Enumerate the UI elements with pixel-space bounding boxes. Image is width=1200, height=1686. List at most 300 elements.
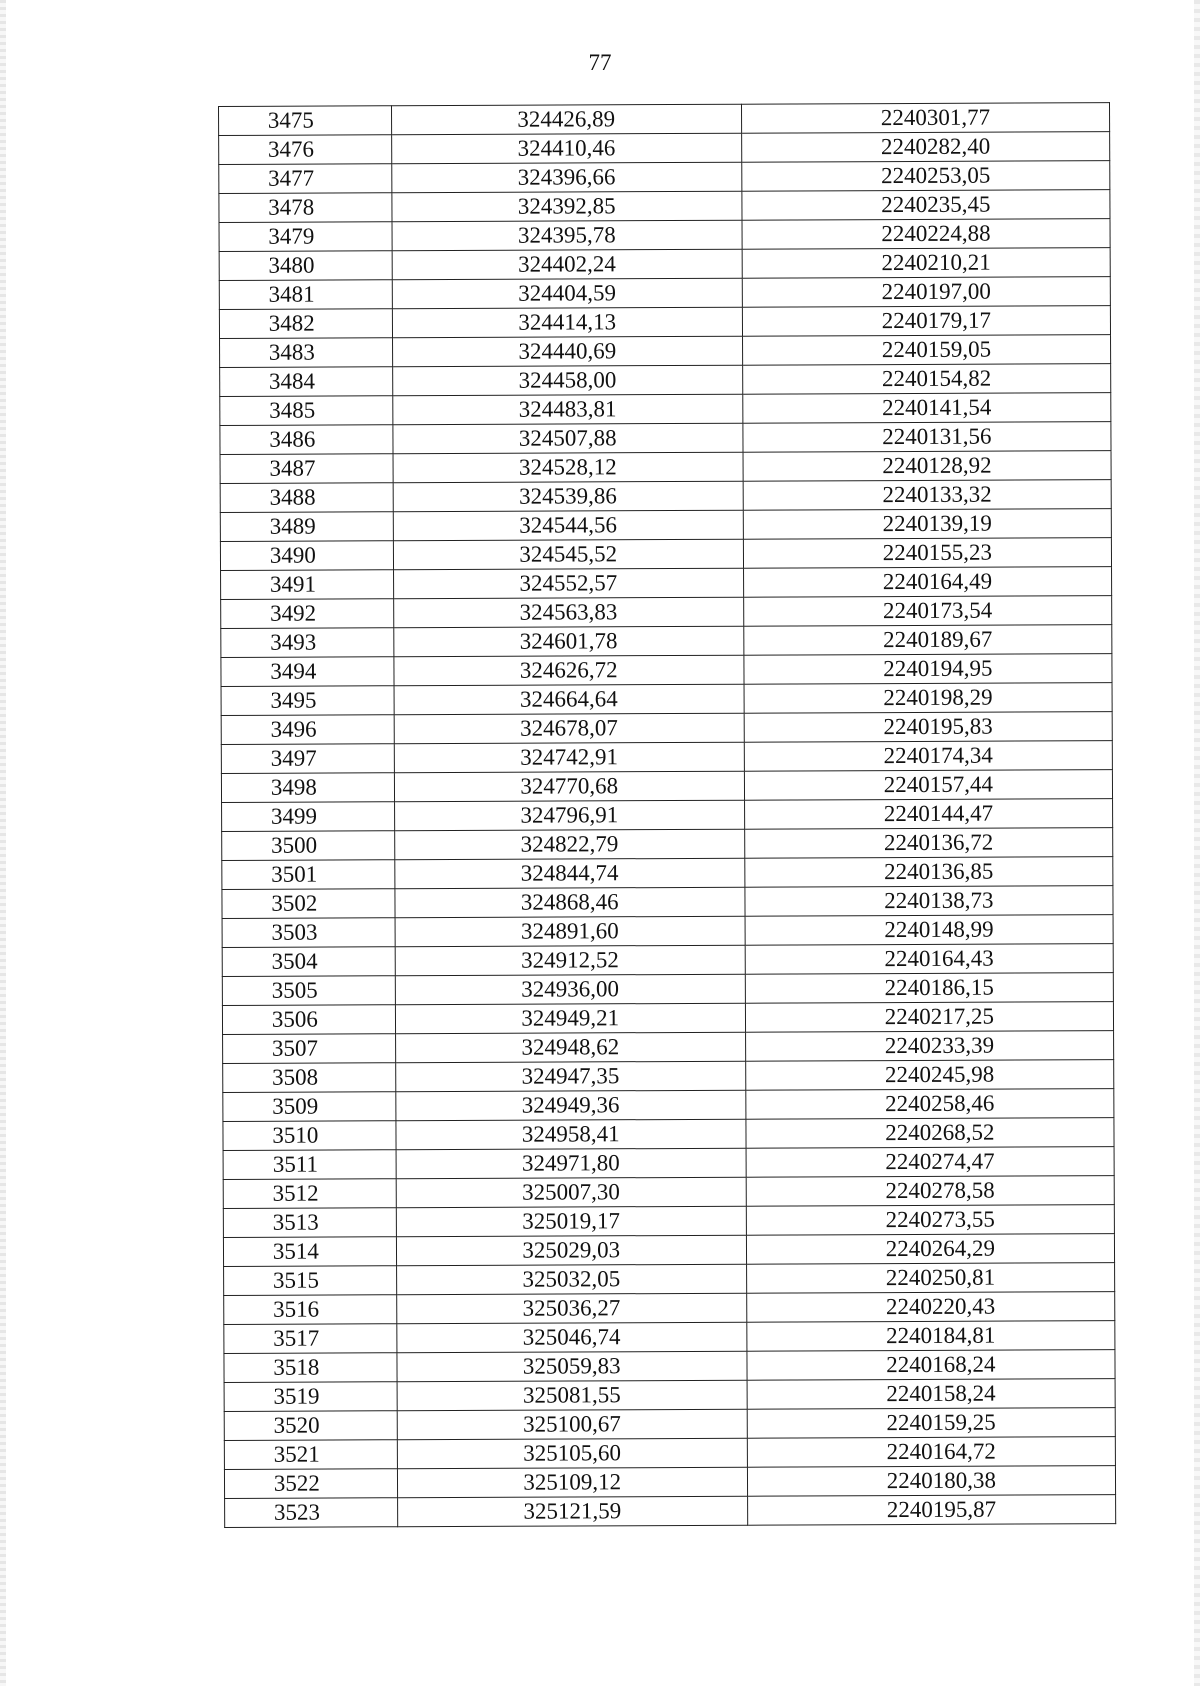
point-number-cell — [223, 1150, 396, 1180]
y-coordinate-cell — [744, 770, 1112, 801]
table-row — [223, 1205, 1114, 1238]
table-row — [221, 596, 1112, 629]
point-number-cell — [223, 1208, 396, 1238]
cell-text: 2240173,54 — [882, 597, 993, 624]
point-number-cell — [220, 396, 393, 426]
y-coordinate-cell — [746, 1089, 1114, 1120]
x-coordinate-cell — [397, 1351, 747, 1382]
cell-text: 2240273,55 — [885, 1206, 995, 1233]
point-number-cell — [224, 1353, 397, 1383]
table-row — [221, 654, 1112, 687]
cell-text: 3486 — [269, 426, 316, 452]
table-row — [220, 335, 1111, 368]
cell-text: 324440,69 — [518, 338, 617, 364]
y-coordinate-cell — [745, 944, 1113, 975]
cell-text: 2240131,56 — [882, 423, 992, 450]
cell-text: 3501 — [271, 861, 318, 887]
cell-text: 2240253,05 — [881, 162, 991, 189]
scan-edge-left — [0, 0, 6, 1686]
cell-text: 2240180,38 — [886, 1467, 997, 1494]
y-coordinate-cell — [745, 886, 1113, 917]
cell-text: 3510 — [272, 1122, 319, 1148]
cell-text: 3521 — [273, 1441, 320, 1467]
table-row — [225, 1495, 1116, 1528]
cell-text: 2240159,25 — [886, 1409, 996, 1436]
cell-text: 324601,78 — [519, 628, 618, 654]
y-coordinate-cell — [745, 857, 1113, 888]
cell-text: 324563,83 — [519, 599, 618, 625]
table-row — [220, 480, 1111, 513]
cell-text: 2240278,58 — [885, 1177, 995, 1204]
y-coordinate-cell — [746, 1234, 1114, 1265]
table-row — [222, 828, 1113, 861]
cell-text: 3487 — [269, 455, 316, 481]
table-row — [222, 915, 1113, 948]
cell-text: 3522 — [273, 1470, 320, 1496]
cell-text: 324539,86 — [518, 483, 617, 509]
cell-text: 2240184,81 — [886, 1322, 996, 1349]
point-number-cell — [221, 628, 394, 658]
x-coordinate-cell — [393, 626, 743, 657]
point-number-cell — [221, 715, 394, 745]
x-coordinate-cell — [394, 771, 744, 802]
y-coordinate-cell — [744, 654, 1112, 685]
point-number-cell — [220, 454, 393, 484]
x-coordinate-cell — [396, 1293, 746, 1324]
y-coordinate-cell — [747, 1437, 1115, 1468]
point-number-cell — [220, 512, 393, 542]
point-number-cell — [219, 280, 392, 310]
cell-text: 324796,91 — [520, 802, 619, 828]
table-row — [221, 567, 1112, 600]
cell-text: 324912,52 — [521, 947, 619, 973]
cell-text: 3492 — [269, 600, 317, 626]
table-row — [221, 712, 1112, 745]
cell-text: 2240158,24 — [886, 1380, 996, 1407]
point-number-cell — [221, 599, 394, 629]
table-row — [224, 1466, 1115, 1499]
cell-text: 325105,60 — [523, 1440, 622, 1466]
point-number-cell — [219, 251, 392, 281]
cell-text: 3515 — [272, 1267, 320, 1293]
x-coordinate-cell — [397, 1467, 747, 1498]
table-row — [223, 1176, 1114, 1209]
x-coordinate-cell — [391, 162, 741, 193]
x-coordinate-cell — [395, 945, 745, 976]
y-coordinate-cell — [747, 1350, 1115, 1381]
y-coordinate-cell — [743, 422, 1111, 453]
y-coordinate-cell — [745, 1031, 1113, 1062]
y-coordinate-cell — [741, 132, 1109, 163]
y-coordinate-cell — [745, 915, 1113, 946]
y-coordinate-cell — [746, 1118, 1114, 1149]
y-coordinate-cell — [747, 1408, 1115, 1439]
point-number-cell — [223, 1063, 396, 1093]
point-number-cell — [224, 1411, 397, 1441]
table-row — [224, 1263, 1115, 1296]
point-number-cell — [220, 425, 393, 455]
cell-text: 3494 — [270, 658, 317, 684]
cell-text: 3488 — [269, 484, 316, 510]
cell-text: 3503 — [271, 919, 318, 945]
y-coordinate-cell — [743, 480, 1111, 511]
coordinate-table-body — [219, 103, 1116, 1528]
y-coordinate-cell — [747, 1495, 1115, 1526]
point-number-cell — [219, 309, 392, 339]
point-number-cell — [219, 164, 392, 194]
x-coordinate-cell — [396, 1322, 746, 1353]
cell-text: 2240157,44 — [883, 771, 994, 798]
x-coordinate-cell — [395, 1061, 745, 1092]
cell-text: 324426,89 — [517, 106, 616, 132]
x-coordinate-cell — [395, 974, 745, 1005]
table-row — [222, 886, 1113, 919]
y-coordinate-cell — [742, 335, 1110, 366]
table-row — [219, 306, 1110, 339]
y-coordinate-cell — [745, 1002, 1113, 1033]
cell-text: 3505 — [271, 977, 318, 1003]
point-number-cell — [220, 367, 393, 397]
cell-text: 325100,67 — [523, 1411, 621, 1437]
x-coordinate-cell — [393, 539, 743, 570]
table-row — [222, 799, 1113, 832]
cell-text: 3499 — [270, 803, 317, 829]
table-row — [220, 451, 1111, 484]
cell-text: 3519 — [273, 1383, 320, 1409]
cell-text: 2240136,85 — [884, 858, 994, 885]
page-number: 77 — [588, 50, 612, 75]
point-number-cell — [220, 338, 393, 368]
x-coordinate-cell — [392, 220, 742, 251]
cell-text: 324664,64 — [519, 686, 618, 712]
table-row — [223, 1031, 1114, 1064]
point-number-cell — [221, 773, 394, 803]
point-number-cell — [220, 541, 393, 571]
cell-text: 324396,66 — [517, 164, 616, 190]
cell-text: 324948,62 — [521, 1034, 620, 1060]
y-coordinate-cell — [742, 161, 1110, 192]
cell-text: 3513 — [272, 1209, 319, 1235]
cell-text: 2240235,45 — [881, 191, 991, 218]
table-row — [221, 683, 1112, 716]
cell-text: 324891,60 — [520, 918, 619, 944]
cell-text: 324544,56 — [519, 512, 617, 538]
cell-text: 2240148,99 — [884, 916, 994, 943]
cell-text: 3476 — [267, 136, 315, 162]
cell-text: 325032,05 — [522, 1266, 621, 1292]
point-number-cell — [222, 860, 395, 890]
x-coordinate-cell — [395, 1003, 745, 1034]
table-row — [219, 103, 1110, 136]
cell-text: 3482 — [268, 310, 315, 336]
y-coordinate-cell — [744, 625, 1112, 656]
point-number-cell — [223, 1179, 396, 1209]
cell-text: 3520 — [273, 1412, 320, 1438]
x-coordinate-cell — [394, 655, 744, 686]
cell-text: 2240220,43 — [885, 1293, 996, 1320]
cell-text: 324545,52 — [519, 541, 618, 567]
y-coordinate-cell — [741, 103, 1109, 134]
table-row — [220, 364, 1111, 397]
cell-text: 324936,00 — [521, 976, 620, 1002]
cell-text: 3497 — [270, 745, 317, 771]
cell-text: 3518 — [273, 1354, 320, 1380]
cell-text: 2240189,67 — [883, 626, 993, 653]
table-row — [224, 1379, 1115, 1412]
cell-text: 3493 — [270, 629, 317, 655]
point-number-cell — [222, 918, 395, 948]
x-coordinate-cell — [395, 916, 745, 947]
x-coordinate-cell — [392, 307, 742, 338]
cell-text: 325081,55 — [522, 1382, 621, 1408]
cell-text: 2240159,05 — [881, 336, 992, 363]
cell-text: 324626,72 — [519, 657, 618, 683]
x-coordinate-cell — [392, 278, 742, 309]
table-row — [220, 422, 1111, 455]
cell-text: 324678,07 — [520, 715, 618, 741]
x-coordinate-cell — [391, 104, 741, 135]
y-coordinate-cell — [742, 190, 1110, 221]
y-coordinate-cell — [744, 828, 1112, 859]
cell-text: 2240268,52 — [885, 1119, 995, 1146]
y-coordinate-cell — [746, 1205, 1114, 1236]
cell-text: 3484 — [268, 368, 316, 394]
cell-text: 3489 — [269, 513, 316, 539]
point-number-cell — [222, 976, 395, 1006]
table-row — [221, 741, 1112, 774]
cell-text: 2240274,47 — [885, 1148, 995, 1175]
x-coordinate-cell — [397, 1496, 747, 1527]
table-row — [220, 509, 1111, 542]
cell-text: 2240138,73 — [884, 887, 994, 914]
cell-text: 2240245,98 — [884, 1061, 995, 1088]
cell-text: 324844,74 — [520, 860, 619, 886]
x-coordinate-cell — [393, 568, 743, 599]
cell-text: 3517 — [273, 1325, 320, 1351]
x-coordinate-cell — [394, 742, 744, 773]
cell-text: 2240179,17 — [881, 307, 992, 334]
y-coordinate-cell — [742, 364, 1110, 395]
y-coordinate-cell — [744, 799, 1112, 830]
cell-text: 325046,74 — [522, 1324, 621, 1350]
cell-text: 3502 — [271, 890, 318, 916]
point-number-cell — [222, 889, 395, 919]
y-coordinate-cell — [746, 1147, 1114, 1178]
x-coordinate-cell — [396, 1148, 746, 1179]
cell-text: 324949,21 — [521, 1005, 620, 1031]
point-number-cell — [221, 686, 394, 716]
table-row — [223, 1147, 1114, 1180]
x-coordinate-cell — [393, 423, 743, 454]
point-number-cell — [221, 657, 394, 687]
cell-text: 2240301,77 — [880, 104, 991, 131]
y-coordinate-cell — [742, 248, 1110, 279]
x-coordinate-cell — [393, 452, 743, 483]
x-coordinate-cell — [392, 191, 742, 222]
cell-text: 325059,83 — [522, 1353, 621, 1379]
x-coordinate-cell — [393, 597, 743, 628]
cell-text: 3523 — [273, 1499, 321, 1525]
cell-text: 3496 — [270, 716, 317, 742]
cell-text: 324971,80 — [521, 1150, 620, 1176]
point-number-cell — [224, 1324, 397, 1354]
scan-edge-right — [1194, 0, 1200, 1686]
y-coordinate-cell — [746, 1176, 1114, 1207]
point-number-cell — [224, 1295, 397, 1325]
cell-text: 324947,35 — [521, 1063, 620, 1089]
cell-text: 2240164,72 — [886, 1438, 996, 1465]
cell-text: 324742,91 — [520, 744, 618, 770]
cell-text: 3516 — [273, 1296, 320, 1322]
x-coordinate-cell — [391, 133, 741, 164]
x-coordinate-cell — [392, 365, 742, 396]
table-row — [219, 190, 1110, 223]
cell-text: 324392,85 — [517, 193, 616, 219]
point-number-cell — [219, 135, 392, 165]
cell-text: 325036,27 — [522, 1295, 621, 1321]
x-coordinate-cell — [397, 1380, 747, 1411]
cell-text: 2240194,95 — [883, 655, 993, 682]
coordinate-table — [218, 102, 1116, 1528]
x-coordinate-cell — [394, 800, 744, 831]
point-number-cell — [221, 570, 394, 600]
cell-text: 325109,12 — [523, 1469, 622, 1495]
x-coordinate-cell — [395, 1090, 745, 1121]
point-number-cell — [224, 1469, 397, 1499]
table-row — [221, 770, 1112, 803]
point-number-cell — [219, 193, 392, 223]
cell-text: 2240155,23 — [882, 539, 993, 566]
y-coordinate-cell — [747, 1466, 1115, 1497]
cell-text: 3491 — [269, 571, 316, 597]
x-coordinate-cell — [392, 394, 742, 425]
table-row — [224, 1350, 1115, 1383]
cell-text: 2240282,40 — [880, 133, 991, 160]
y-coordinate-cell — [743, 509, 1111, 540]
cell-text: 3504 — [271, 948, 318, 974]
point-number-cell — [223, 1034, 396, 1064]
cell-text: 2240210,21 — [881, 249, 991, 276]
table-row — [223, 1089, 1114, 1122]
table-row — [224, 1321, 1115, 1354]
x-coordinate-cell — [393, 510, 743, 541]
point-number-cell — [221, 744, 394, 774]
cell-text: 324410,46 — [517, 135, 616, 161]
point-number-cell — [223, 1237, 396, 1267]
cell-text: 2240133,32 — [882, 481, 992, 508]
table-row — [219, 161, 1110, 194]
x-coordinate-cell — [396, 1206, 746, 1237]
cell-text: 2240186,15 — [884, 974, 994, 1001]
y-coordinate-cell — [747, 1379, 1115, 1410]
y-coordinate-cell — [743, 567, 1111, 598]
y-coordinate-cell — [744, 741, 1112, 772]
point-number-cell — [219, 106, 392, 136]
table-row — [222, 944, 1113, 977]
cell-text: 324822,79 — [520, 831, 619, 857]
table-row — [222, 1002, 1113, 1035]
table-row — [220, 393, 1111, 426]
cell-text: 3508 — [272, 1064, 319, 1090]
table-row — [224, 1408, 1115, 1441]
y-coordinate-cell — [742, 277, 1110, 308]
cell-text: 2240195,83 — [883, 713, 993, 740]
x-coordinate-cell — [394, 684, 744, 715]
x-coordinate-cell — [396, 1119, 746, 1150]
cell-text: 3500 — [270, 832, 318, 858]
table-row — [223, 1060, 1114, 1093]
cell-text: 324958,41 — [521, 1121, 620, 1147]
cell-text: 324868,46 — [520, 889, 619, 915]
x-coordinate-cell — [394, 829, 744, 860]
y-coordinate-cell — [744, 712, 1112, 743]
point-number-cell — [222, 1005, 395, 1035]
cell-text: 2240198,29 — [883, 684, 993, 711]
cell-text: 3483 — [268, 339, 315, 365]
cell-text: 3495 — [270, 687, 317, 713]
y-coordinate-cell — [746, 1263, 1114, 1294]
cell-text: 2240164,49 — [882, 568, 993, 595]
y-coordinate-cell — [744, 683, 1112, 714]
cell-text: 324483,81 — [518, 396, 617, 422]
cell-text: 2240258,46 — [885, 1090, 995, 1117]
cell-text: 3509 — [272, 1093, 319, 1119]
point-number-cell — [224, 1440, 397, 1470]
cell-text: 2240195,87 — [886, 1496, 997, 1523]
cell-text: 3507 — [271, 1035, 318, 1061]
cell-text: 325121,59 — [523, 1498, 622, 1524]
y-coordinate-cell — [742, 219, 1110, 250]
cell-text: 2240250,81 — [885, 1264, 996, 1291]
cell-text: 2240224,88 — [881, 220, 991, 247]
y-coordinate-cell — [745, 973, 1113, 1004]
table-row — [224, 1292, 1115, 1325]
cell-text: 324949,36 — [521, 1092, 620, 1118]
point-number-cell — [222, 947, 395, 977]
x-coordinate-cell — [397, 1409, 747, 1440]
x-coordinate-cell — [396, 1235, 746, 1266]
table-row — [222, 973, 1113, 1006]
cell-text: 2240264,29 — [885, 1235, 996, 1262]
cell-text: 324507,88 — [518, 425, 617, 451]
table-row — [223, 1118, 1114, 1151]
cell-text: 2240128,92 — [882, 452, 992, 479]
cell-text: 3485 — [269, 397, 316, 423]
cell-text: 2240136,72 — [883, 829, 994, 856]
cell-text: 3481 — [268, 281, 315, 307]
y-coordinate-cell — [743, 451, 1111, 482]
cell-text: 3512 — [272, 1180, 319, 1206]
cell-text: 3475 — [267, 107, 314, 133]
cell-text: 324770,68 — [520, 773, 619, 799]
x-coordinate-cell — [394, 858, 744, 889]
cell-text: 324552,57 — [519, 570, 618, 596]
table-row — [219, 219, 1110, 252]
cell-text: 3480 — [268, 252, 315, 278]
cell-text: 2240144,47 — [883, 800, 994, 827]
cell-text: 2240174,34 — [883, 742, 993, 769]
cell-text: 325029,03 — [522, 1237, 621, 1263]
x-coordinate-cell — [394, 713, 744, 744]
cell-text: 3490 — [269, 542, 316, 568]
x-coordinate-cell — [392, 249, 742, 280]
table-row — [219, 132, 1110, 165]
point-number-cell — [225, 1498, 398, 1528]
cell-text: 3479 — [268, 223, 315, 249]
point-number-cell — [224, 1266, 397, 1296]
x-coordinate-cell — [396, 1264, 746, 1295]
table-row — [219, 248, 1110, 281]
